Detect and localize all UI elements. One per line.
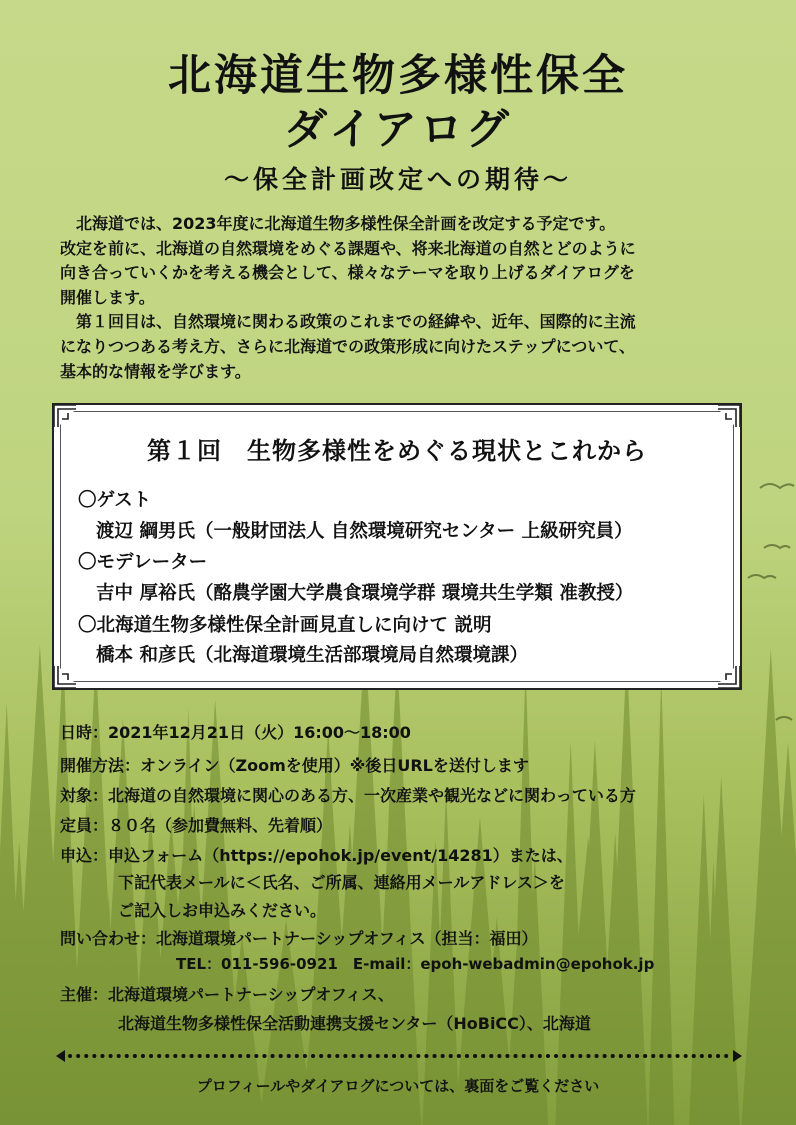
- dotted-divider: [56, 1049, 742, 1063]
- intro-line: 第１回目は、自然環境に関わる政策のこれまでの経緯や、近年、国際的に主流: [76, 312, 636, 332]
- explainer-name: 橋本 和彦氏: [96, 645, 195, 666]
- explanation-label: 〇北海道生物多様性保全計画見直しに向けて 説明: [78, 615, 492, 636]
- intro-line: 開催します。: [60, 287, 155, 307]
- footer-note: プロフィールやダイアログについては、裏面をご覧ください: [196, 1077, 600, 1095]
- moderator-line: [96, 579, 633, 605]
- main-title-line2: ダイアログ: [284, 105, 512, 155]
- apply-line2: 下記代表メールに＜氏名、ご所属、連絡用メールアドレス＞を: [118, 873, 565, 892]
- organizer-line1: 主催：北海道環境パートナーシップオフィス、: [60, 985, 394, 1004]
- moderator-name: 吉中 厚裕氏: [96, 583, 195, 604]
- subtitle: 〜保全計画改定への期待〜: [223, 165, 572, 194]
- main-title-line1: 北海道生物多様性保全: [168, 51, 628, 101]
- organizer-line2: 北海道生物多様性保全活動連携支援センター（HoBiCC）、北海道: [118, 1014, 591, 1033]
- intro-text: [60, 212, 750, 384]
- contact-tel-email: TEL：011-596-0921 E-mail：epoh-webadmin@epohok.jp: [176, 955, 655, 973]
- target: 対象：北海道の自然環境に関心のある方、一次産業や観光などに関わっている方: [60, 786, 636, 805]
- intro-line: 向き合っていくかを考える機会として、様々なテーマを取り上げるダイアログを: [60, 263, 635, 283]
- moderator-affiliation: （酪農学園大学農食環境学群 環境共生学類 准教授）: [194, 583, 634, 604]
- corner-ornament-icon: [716, 664, 742, 690]
- contact: 問い合わせ：北海道環境パートナーシップオフィス（担当：福田）: [60, 929, 538, 948]
- moderator-label: 〇モデレーター: [78, 552, 208, 573]
- corner-ornament-icon: [52, 403, 78, 429]
- corner-ornament-icon: [716, 403, 742, 429]
- session-title: 第１回 生物多様性をめぐる現状とこれから: [147, 437, 647, 465]
- datetime: 日時：2021年12月21日（火）16:00〜18:00: [60, 723, 411, 742]
- apply-line1: 申込：申込フォーム（https://epohok.jp/event/14281）または、: [60, 846, 573, 865]
- right-arrow-icon: [733, 1050, 742, 1062]
- intro-line: 改定を前に、北海道の自然環境をめぐる課題や、将来北海道の自然とどのように: [60, 238, 636, 258]
- intro-line: 北海道では、2023年度に北海道生物多様性保全計画を改定する予定です。: [76, 214, 616, 233]
- explanation-line: [96, 641, 528, 667]
- intro-line: 基本的な情報を学びます。: [60, 361, 251, 381]
- corner-ornament-icon: [52, 664, 78, 690]
- capacity: 定員：８０名（参加費無料、先着順）: [60, 816, 333, 835]
- guest-affiliation: （一般財団法人 自然環境研究センター 上級研究員）: [194, 521, 633, 542]
- explainer-affiliation: （北海道環境生活部環境局自然環境課）: [194, 645, 528, 666]
- method: 開催方法：オンライン（Zoomを使用）※後日URLを送付します: [60, 756, 529, 775]
- intro-line: になりつつある考え方、さらに北海道での政策形成に向けたステップについて、: [60, 336, 636, 356]
- guest-name: 渡辺 綱男氏: [96, 521, 195, 542]
- session-box: [52, 403, 742, 690]
- apply-line3: ご記入しお申込みください。: [118, 901, 327, 920]
- left-arrow-icon: [56, 1050, 65, 1062]
- guest-label: 〇ゲスト: [78, 490, 152, 511]
- guest-line: [96, 517, 633, 543]
